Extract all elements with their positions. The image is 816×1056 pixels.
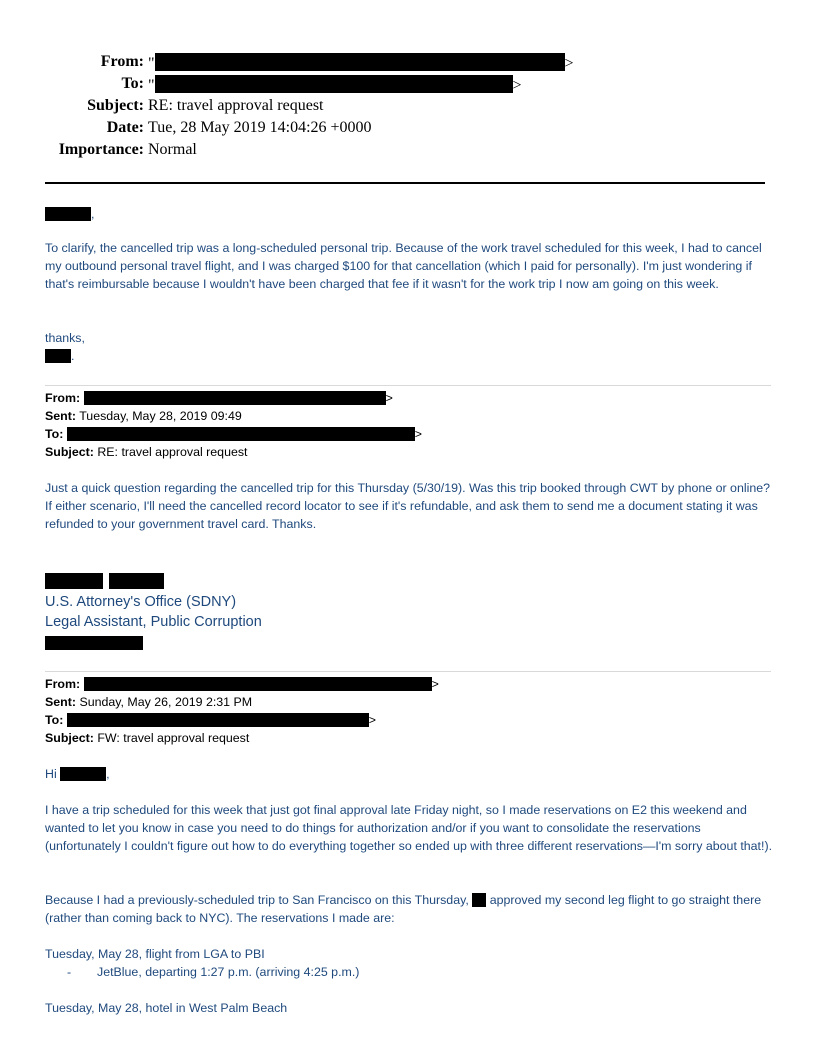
message3-to-row: To: >: [45, 713, 377, 727]
message2-header: [45, 389, 775, 461]
redaction-bar: [84, 677, 432, 691]
message2-body: Just a quick question regarding the cancelled trip for this Thursday (5/30/19). Was this trip booked through CWT by phone or online? If either scenario, I'll need the cancelled record locator to see if it's refundable, and ask them to send me a document stating it was refunded to your government travel card. Thanks.: [45, 481, 771, 531]
redaction-bar: [155, 75, 513, 93]
message3-paragraph2: Because I had a previously-scheduled trip to San Francisco on this Thursday, approved my second leg flight to go straight there (rather than coming back to NYC). The reservations I made are:: [45, 893, 762, 925]
redaction-bar: [67, 713, 369, 727]
header-divider: [45, 182, 765, 184]
from-value: " >: [148, 55, 574, 72]
to-label: To:: [121, 75, 144, 92]
redaction-bar: [109, 573, 164, 589]
importance-value: Normal: [148, 141, 197, 158]
redaction-bar: [45, 207, 91, 221]
redaction-bar: [60, 767, 106, 781]
importance-label: Importance:: [58, 141, 144, 158]
message3-sent-row: Sent: Sunday, May 26, 2019 2:31 PM: [45, 695, 253, 709]
redaction-bar: [155, 53, 565, 71]
reply-signoff: thanks,: [45, 331, 85, 345]
message-divider: [45, 385, 771, 386]
header-importance-row: [0, 141, 816, 163]
message2-sent-row: Sent: Tuesday, May 28, 2019 09:49: [45, 409, 242, 423]
redaction-bar: [472, 893, 486, 907]
to-value: " >: [148, 77, 522, 94]
message2-from-row: From: >: [45, 391, 393, 405]
header-date-row: [0, 119, 816, 141]
reservation-item-2: Tuesday, May 28, hotel in West Palm Beach: [45, 1001, 288, 1015]
reply-paragraph: To clarify, the cancelled trip was a long-scheduled personal trip. Because of the work travel scheduled for this week, I had to cancel my outbound personal travel flight, and I was charged $100 for that cancellation (which I paid for personally). I'm just wondering if that's reimbursable because I wouldn't have been charged that fee if it wasn't for the work trip I now am going on this week.: [45, 241, 762, 291]
date-label: Date:: [106, 119, 144, 136]
subject-label: Subject:: [87, 97, 144, 114]
header-subject-row: [0, 97, 816, 119]
message3-greeting: Hi ,: [45, 767, 110, 781]
message3-header: [45, 675, 775, 747]
reservation-item-1: Tuesday, May 28, flight from LGA to PBI: [45, 947, 265, 961]
header-to-row: [0, 75, 816, 97]
header-from-row: [0, 53, 816, 75]
reply-greeting: ,: [45, 205, 775, 223]
redaction-bar: [45, 636, 143, 650]
signature-office: U.S. Attorney's Office (SDNY): [45, 594, 237, 610]
redaction-bar: [45, 349, 71, 363]
redaction-bar: [45, 573, 103, 589]
message3-subject-row: Subject: FW: travel approval request: [45, 731, 250, 745]
signature-role: Legal Assistant, Public Corruption: [45, 614, 262, 630]
reply-signature: .: [45, 347, 775, 365]
message-divider: [45, 671, 771, 672]
from-label: From:: [100, 53, 144, 70]
message3-from-row: From: >: [45, 677, 439, 691]
redaction-bar: [67, 427, 415, 441]
message2-subject-row: Subject: RE: travel approval request: [45, 445, 248, 459]
reservation-item-1-detail: JetBlue, departing 1:27 p.m. (arriving 4:25 p.m.): [97, 965, 360, 979]
date-value: Tue, 28 May 2019 14:04:26 +0000: [148, 119, 372, 136]
bullet-dash: -: [67, 965, 72, 979]
message3-paragraph1: I have a trip scheduled for this week that just got final approval late Friday night, so I made reservations on E2 this weekend and wanted to let you know in case you need to do things for authorization and/or if you want to consolidate the reservations (unfortunately I couldn't figure out how to do everything together so ended up with three different reservations—I'm sorry about that!).: [45, 803, 773, 853]
subject-value: RE: travel approval request: [148, 97, 324, 114]
redaction-bar: [84, 391, 386, 405]
message2-to-row: To: >: [45, 427, 423, 441]
